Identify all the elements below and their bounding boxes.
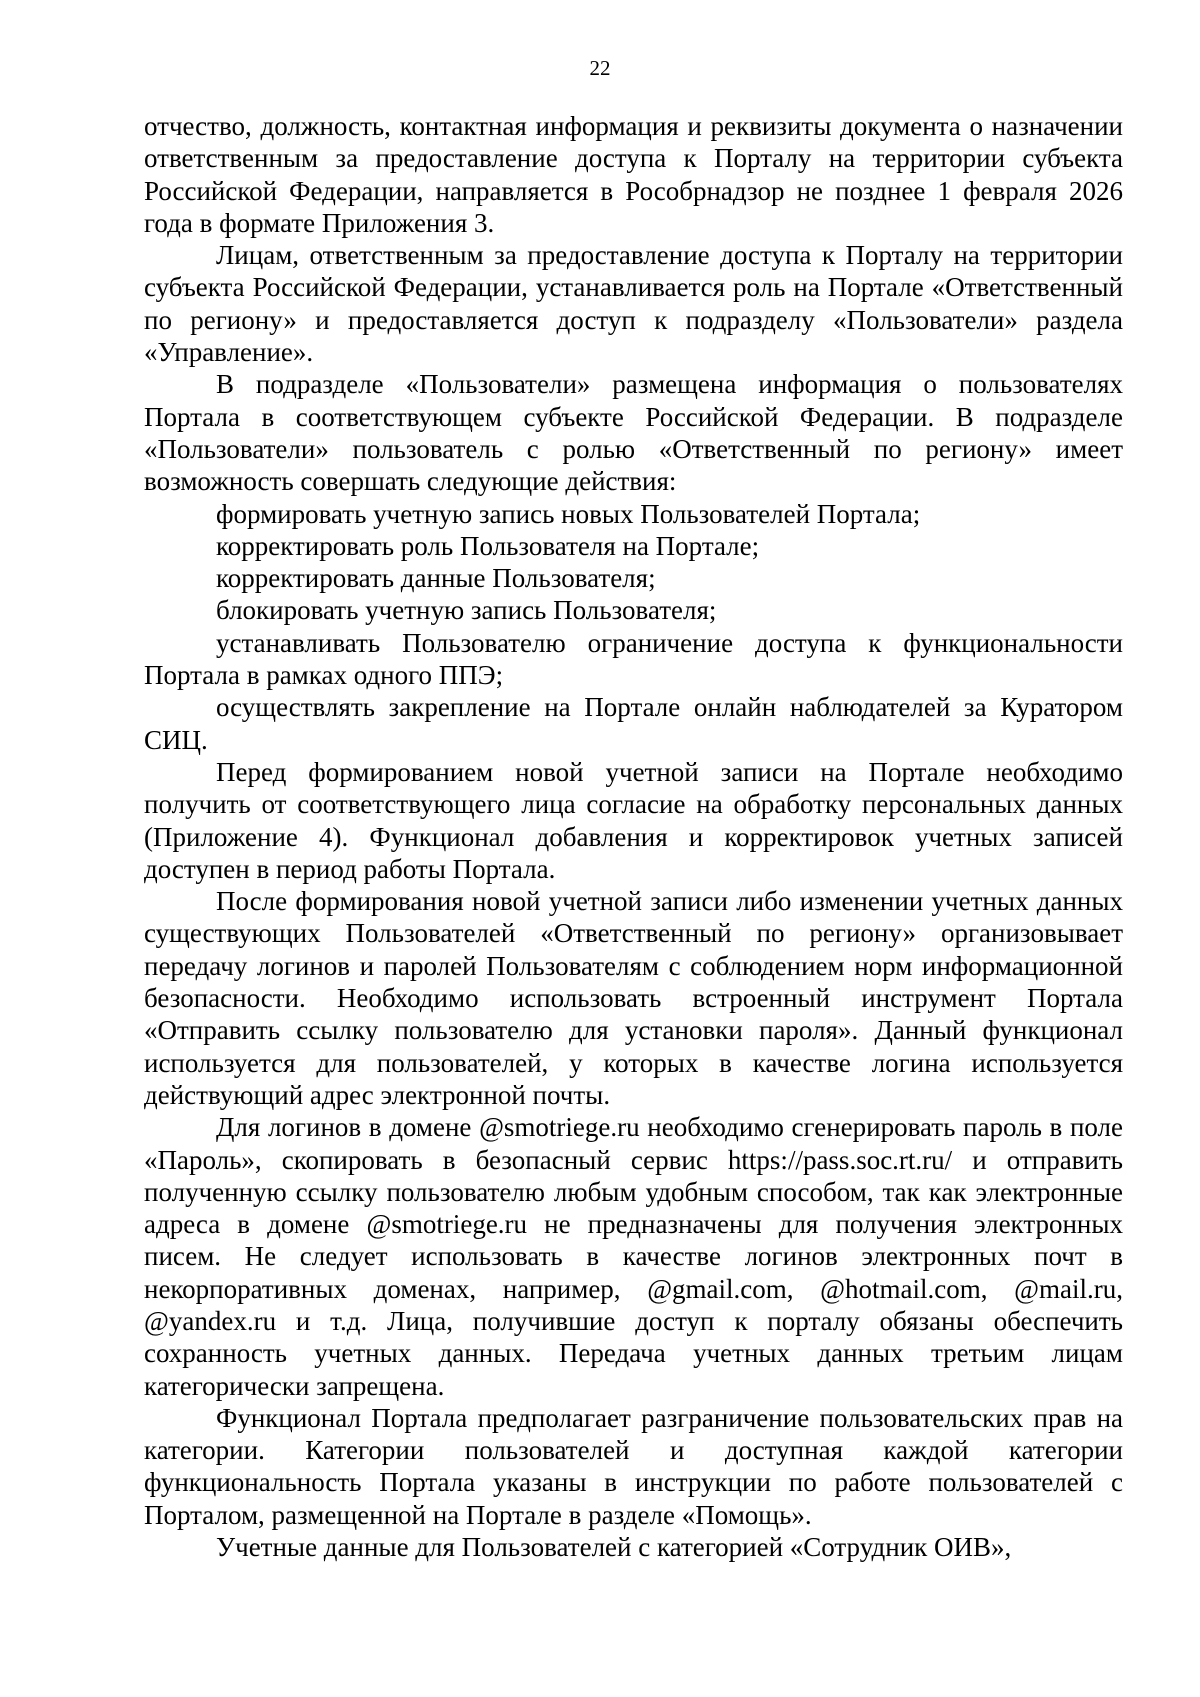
action-item-restrict-access: устанавливать Пользователю ограничение доступа к функциональности Портала в рамках одного ППЭ; [144, 627, 1123, 691]
paragraph-responsible-role: Лицам, ответственным за предоставление доступа к Порталу на территории субъекта Российской Федерации, устанавливается роль на Портале «Ответственный по региону» и предоставляется доступ к подразделу «Пользователи» раздела «Управление». [144, 240, 1123, 368]
action-item-assign-observers: осуществлять закрепление на Портале онлайн наблюдателей за Куратором СИЦ. [144, 692, 1123, 755]
paragraph-credentials-transfer: После формирования новой учетной записи либо изменении учетных данных существующих Пользователей «Ответственный по региону» организовывает передачу логинов и паролей Пользователям с соблюдением норм информационной безопасности. Необходимо использовать встроенный инструмент Портала «Отправить ссылку пользователю для установки пароля». Данный функционал используется для пользователей, у которых в качестве логина используется действующий адрес электронной почты. [144, 886, 1123, 1110]
paragraph-continued: отчество, должность, контактная информация и реквизиты документа о назначении ответственным за предоставление доступа к Порталу на территории субъекта Российской Федерации, направляется в Рособрнадзор не позднее 1 февраля 2026 года в формате Приложения 3. [144, 111, 1123, 238]
paragraph-categories: Функционал Портала предполагает разграничение пользовательских прав на категории. Категории пользователей и доступная каждой категории функциональность Портала указаны в инструкции по работе пользователей с Порталом, размещенной на Портале в разделе «Помощь». [144, 1402, 1123, 1530]
action-item-block-account: блокировать учетную запись Пользователя; [216, 595, 717, 626]
paragraph-users-subsection: В подразделе «Пользователи» размещена информация о пользователях Портала в соответствующем субъекте Российской Федерации. В подразделе «Пользователи» пользователь с ролью «Ответственный по региону» имеет возможность совершать следующие действия: [144, 369, 1123, 497]
page-number: 22 [589, 56, 611, 80]
action-item-edit-role: корректировать роль Пользователя на Портале; [216, 530, 760, 561]
action-item-edit-data: корректировать данные Пользователя; [216, 563, 656, 594]
paragraph-oiv-credentials: Учетные данные для Пользователей с категорией «Сотрудник ОИВ», [216, 1532, 1012, 1563]
action-item-create-account: формировать учетную запись новых Пользователей Портала; [216, 498, 921, 529]
paragraph-domain-logins: Для логинов в домене @smotriege.ru необходимо сгенерировать пароль в поле «Пароль», скопировать в безопасный сервис https://pass.soc.rt.ru/ и отправить полученную ссылку пользователю любым удобным способом, так как электронные адреса в домене @smotriege.ru не предназначены для получения электронных писем. Не следует использовать в качестве логинов электронных почт в некорпоративных доменах, например, @gmail.com, @hotmail.com, @mail.ru, @yandex.ru и т.д. Лица, получившие доступ к порталу обязаны обеспечить сохранность учетных данных. Передача учетных данных третьим лицам категорически запрещена. [144, 1112, 1123, 1401]
paragraph-consent: Перед формированием новой учетной записи на Портале необходимо получить от соответствующего лица согласие на обработку персональных данных (Приложение 4). Функционал добавления и корректировок учетных записей доступен в период работы Портала. [144, 756, 1123, 884]
document-body [144, 110, 1123, 1563]
